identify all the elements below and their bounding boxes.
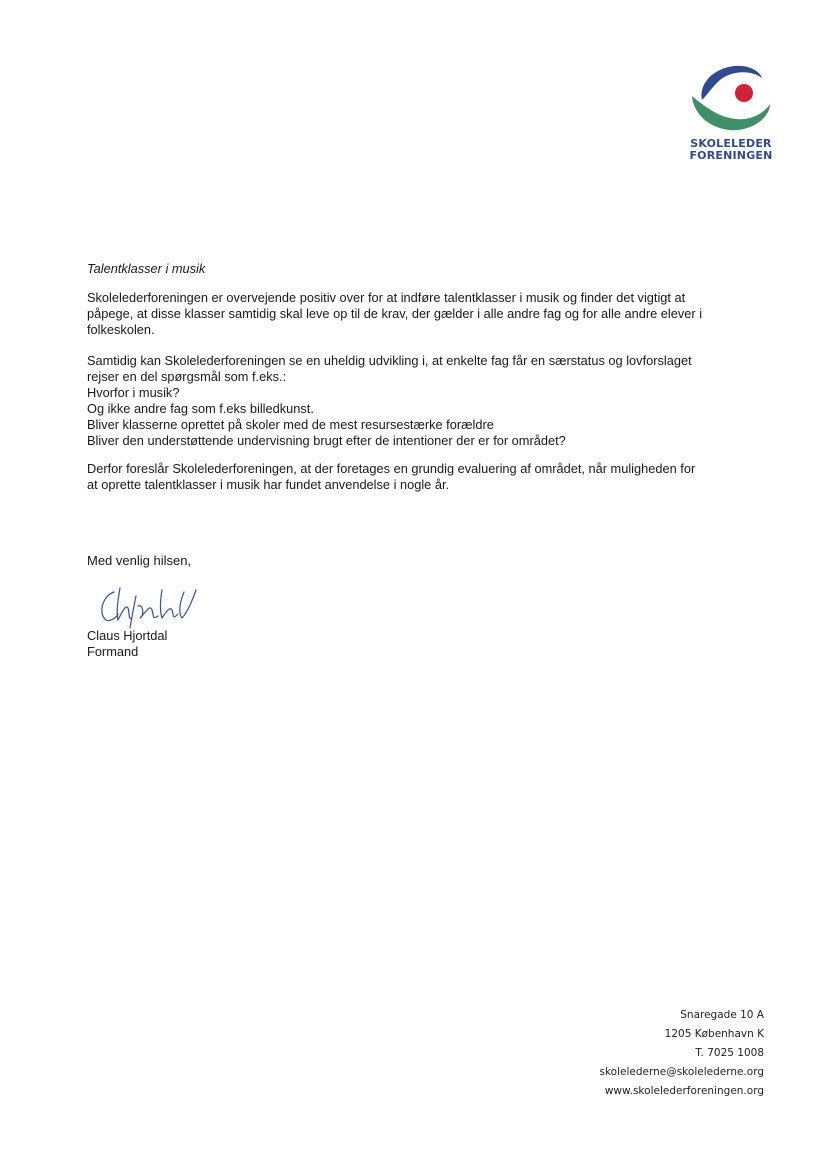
- paragraph-1-line: folkeskolen.: [87, 322, 155, 337]
- paragraph-2: [87, 353, 747, 449]
- address-website[interactable]: www.skolelederforeningen.org: [604, 1085, 764, 1097]
- paragraph-2-line: Bliver den understøttende undervisning brugt efter de intentioner der er for området?: [87, 433, 566, 448]
- signer-name: Claus Hjortdal: [87, 628, 168, 643]
- paragraph-2-line: Bliver klasserne oprettet på skoler med de mest resursestærke forældre: [87, 417, 494, 432]
- address-street: Snaregade 10 A: [680, 1009, 764, 1021]
- paragraph-3: [87, 461, 747, 493]
- paragraph-2-line: rejser en del spørgsmål som f.eks.:: [87, 369, 287, 384]
- logo-line1: SKOLELEDER: [690, 137, 772, 150]
- logo-text: [686, 138, 776, 162]
- logo-line2: FORENINGEN: [689, 149, 773, 162]
- address-city: 1205 København K: [664, 1028, 764, 1040]
- letter-subject: Talentklasser i musik: [87, 261, 206, 276]
- paragraph-2-line: Hvorfor i musik?: [87, 385, 180, 400]
- organization-logo: [686, 60, 776, 170]
- paragraph-1-line: Skolelederforeningen er overvejende positiv over for at indføre talentklasser i musik og finder det vigtigt at: [87, 290, 686, 305]
- address-email[interactable]: skolelederne@skolelederne.org: [599, 1066, 764, 1078]
- paragraph-1: [87, 290, 747, 338]
- signer-block: [87, 628, 167, 660]
- handwritten-signature: [92, 582, 202, 632]
- footer-address: [599, 1006, 764, 1101]
- logo-green-arc: [692, 96, 770, 130]
- closing-salutation: Med venlig hilsen,: [87, 553, 192, 568]
- logo-navy-arc: [702, 66, 762, 100]
- paragraph-3-line: Derfor foreslår Skolelederforeningen, at der foretages en grundig evaluering af området, når muligheden for: [87, 461, 696, 476]
- paragraph-3-line: at oprette talentklasser i musik har fundet anvendelse i nogle år.: [87, 477, 450, 492]
- logo-red-dot: [735, 84, 753, 102]
- logo-mark-icon: [690, 60, 776, 138]
- paragraph-2-line: Og ikke andre fag som f.eks billedkunst.: [87, 401, 314, 416]
- signer-title: Formand: [87, 644, 139, 659]
- paragraph-2-line: Samtidig kan Skolelederforeningen se en uheldig udvikling i, at enkelte fag får en særstatus og lovforslaget: [87, 353, 692, 368]
- paragraph-1-line: påpege, at disse klasser samtidig skal leve op til de krav, der gælder i alle andre fag og for alle andre elever i: [87, 306, 703, 321]
- address-phone: T. 7025 1008: [695, 1047, 764, 1059]
